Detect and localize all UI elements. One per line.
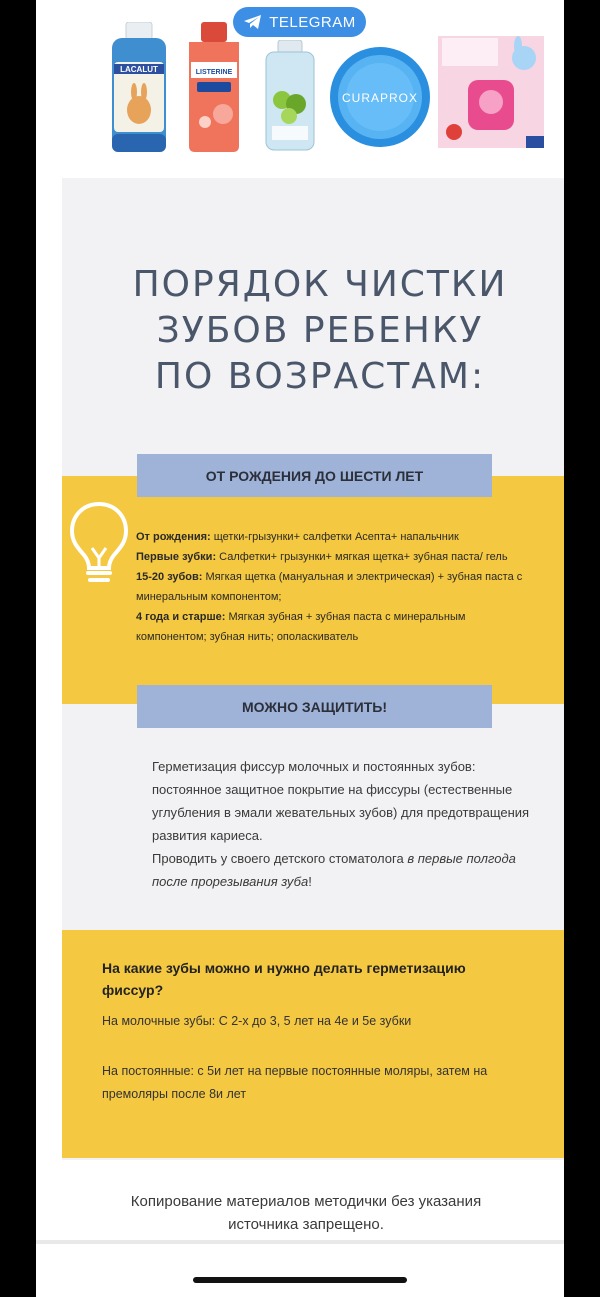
title-line: ПОРЯДОК ЧИСТКИ bbox=[132, 264, 508, 305]
sealing-text: Герметизация фиссур молочных и постоянных зубов: постоянное защитное покрытие на фиссуры (естественные углубления в эмали жевательных зубов) для предотвращения развития кариеса. bbox=[152, 759, 530, 843]
age-item: 15-20 зубов: Мягкая щетка (мануальная и электрическая) + зубная паста с минеральным компонентом; bbox=[136, 571, 523, 603]
telegram-label: TELEGRAM bbox=[269, 13, 356, 31]
faq-question: На какие зубы можно и нужно делать герметизацию фиссур? bbox=[102, 960, 466, 998]
svg-text:LACALUT: LACALUT bbox=[120, 65, 158, 74]
kids-floss-pack-image bbox=[438, 36, 544, 148]
svg-text:LISTERINE: LISTERINE bbox=[195, 69, 233, 76]
age-item: Первые зубки: Салфетки+ грызунки+ мягкая щетка+ зубная паста/ гель bbox=[136, 551, 508, 563]
listerine-bottle-image bbox=[183, 22, 245, 154]
faq-answer-permanent: На постоянные: с 5и лет на первые постоянные моляры, затем на премоляры после 8и лет bbox=[102, 1064, 488, 1101]
age-list bbox=[136, 527, 524, 647]
age-item: От рождения: щетки-грызунки+ салфетки Асепта+ напальчник bbox=[136, 531, 459, 543]
lightbulb-icon bbox=[66, 500, 132, 586]
section-header-birth-to-six: ОТ РОЖДЕНИЯ ДО ШЕСТИ ЛЕТ bbox=[137, 454, 492, 497]
footer-line: Копирование материалов методички без указания bbox=[130, 1193, 482, 1210]
footer-line: источника запрещено. bbox=[228, 1216, 384, 1233]
divider bbox=[36, 1240, 564, 1244]
lacalut-bottle-image bbox=[108, 22, 170, 154]
sealing-cta: Проводить у своего детского стоматолога в первые полгода после прорезывания зуба! bbox=[152, 851, 516, 889]
page-title bbox=[96, 262, 544, 400]
faq-answer-milk: На молочные зубы: С 2-х до 3, 5 лет на 4е и 5е зубки bbox=[102, 1014, 412, 1028]
right-black-bar bbox=[564, 0, 600, 1297]
kids-rinse-bottle-image bbox=[262, 40, 318, 152]
document-page[interactable] bbox=[36, 0, 564, 1297]
section-header-can-protect: МОЖНО ЗАЩИТИТЬ! bbox=[137, 685, 492, 728]
left-black-bar bbox=[0, 0, 36, 1297]
curaprox-floss-image bbox=[328, 44, 432, 150]
svg-text:CURAPROX: CURAPROX bbox=[341, 91, 419, 105]
home-indicator[interactable] bbox=[193, 1277, 407, 1283]
sealing-description bbox=[152, 755, 532, 893]
title-line: ПО ВОЗРАСТАМ: bbox=[154, 356, 486, 397]
telegram-icon bbox=[243, 14, 263, 30]
title-line: ЗУБОВ РЕБЕНКУ bbox=[156, 310, 484, 351]
telegram-badge[interactable] bbox=[233, 7, 366, 37]
copyright-notice bbox=[76, 1190, 536, 1236]
age-item: 4 года и старше: Мягкая зубная + зубная паста с минеральным компонентом; зубная нить; ополаскиватель bbox=[136, 611, 466, 643]
